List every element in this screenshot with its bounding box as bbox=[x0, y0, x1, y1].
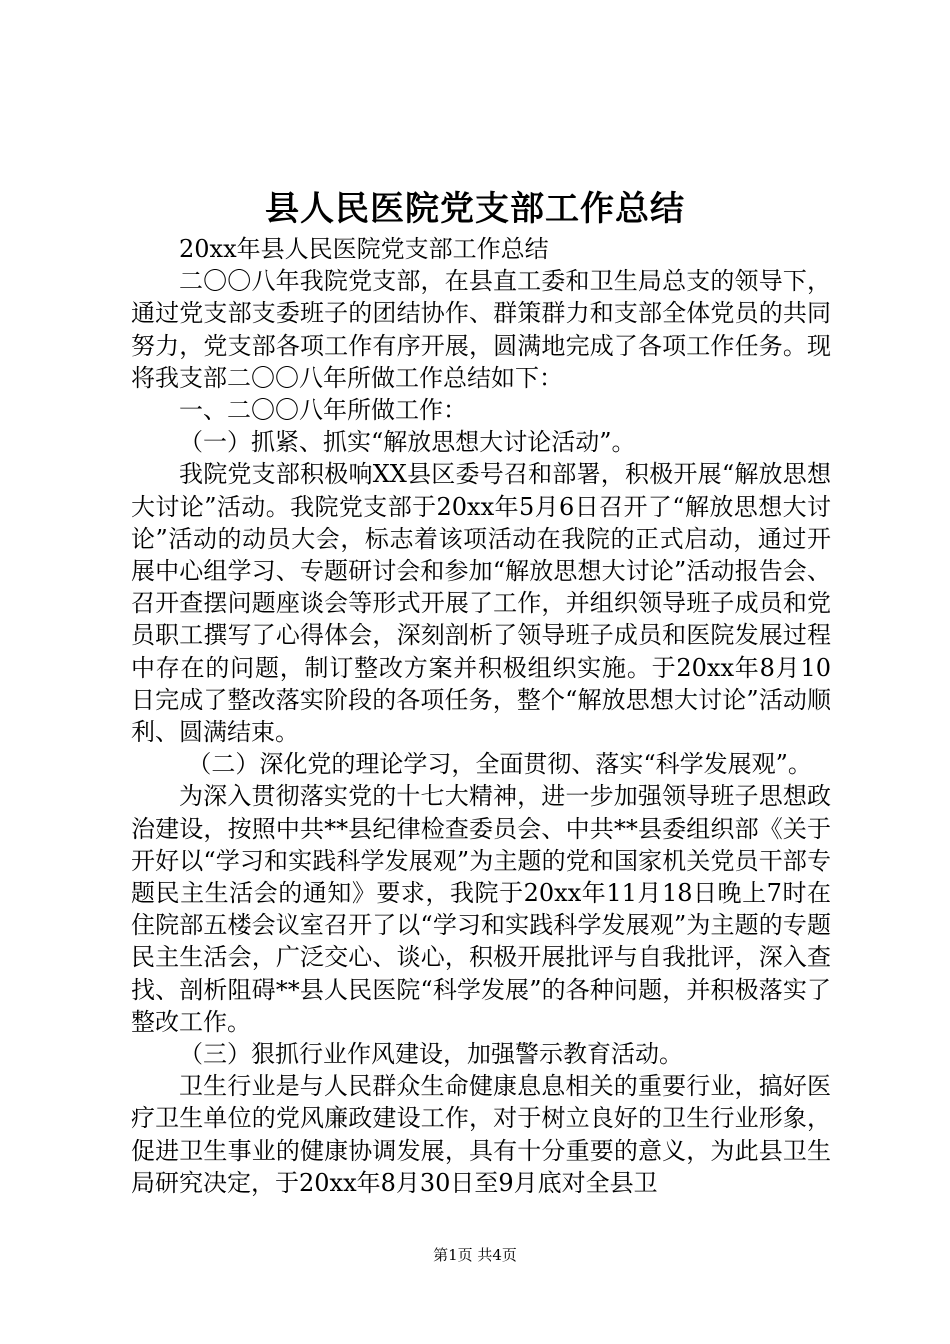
subtitle-paragraph: 20xx年县人民医院党支部工作总结 bbox=[179, 235, 549, 263]
body-paragraph: 卫生行业是与人民群众生命健康息息相关的重要行业，搞好医疗卫生单位的党风廉政建设工作，对于树立良好的卫生行业形象，促进卫生事业的健康协调发展，具有十分重要的意义，为此县卫生局研究决定，于20xx年8月30日至9月底对全县卫 bbox=[131, 1072, 831, 1197]
body-paragraph: 我院党支部积极响XX县区委号召和部署，积极开展“解放思想大讨论”活动。我院党支部于20xx年5月6日召开了“解放思想大讨论”活动的动员大会，标志着该项活动在我院的正式启动，通过开展中心组学习、专题研讨会和参加“解放思想大讨论”活动报告会、召开查摆问题座谈会等形式开展了工作，并组织领导班子成员和党员职工撰写了心得体会，深刻剖析了领导班子成员和医院发展过程中存在的问题，制订整改方案并积极组织实施。于20xx年8月10日完成了整改落实阶段的各项任务，整个“解放思想大讨论”活动顺利、圆满结束。 bbox=[131, 460, 831, 747]
section-heading: 一、二〇〇八年所做工作： bbox=[179, 396, 467, 425]
subsection-heading: （三）狠抓行业作风建设，加强警示教育活动。 bbox=[179, 1040, 683, 1069]
subsection-heading: （一）抓紧、抓实“解放思想大讨论活动”。 bbox=[179, 428, 636, 457]
document-title: 县人民医院党支部工作总结 bbox=[265, 189, 685, 229]
page-footer: 第1页 共4页 bbox=[433, 1246, 517, 1264]
body-paragraph: 为深入贯彻落实党的十七大精神，进一步加强领导班子思想政治建设，按照中共**县纪律检查委员会、中共**县委组织部《关于开好以“学习和实践科学发展观”为主题的党和国家机关党员干部专题民主生活会的通知》要求，我院于20xx年11月18日晚上7时在住院部五楼会议室召开了以“学习和实践科学发展观”为主题的专题民主生活会，广泛交心、谈心，积极开展批评与自我批评，深入查找、剖析阻碍**县人民医院“科学发展”的各种问题，并积极落实了整改工作。 bbox=[131, 782, 831, 1036]
subsection-heading: （二）深化党的理论学习，全面贯彻、落实“科学发展观”。 bbox=[187, 750, 812, 779]
document-body bbox=[131, 233, 831, 1199]
intro-paragraph: 二〇〇八年我院党支部，在县直工委和卫生局总支的领导下，通过党支部支委班子的团结协作、群策群力和支部全体党员的共同努力，党支部各项工作有序开展，圆满地完成了各项工作任务。现将我支部二〇〇八年所做工作总结如下： bbox=[131, 267, 831, 392]
